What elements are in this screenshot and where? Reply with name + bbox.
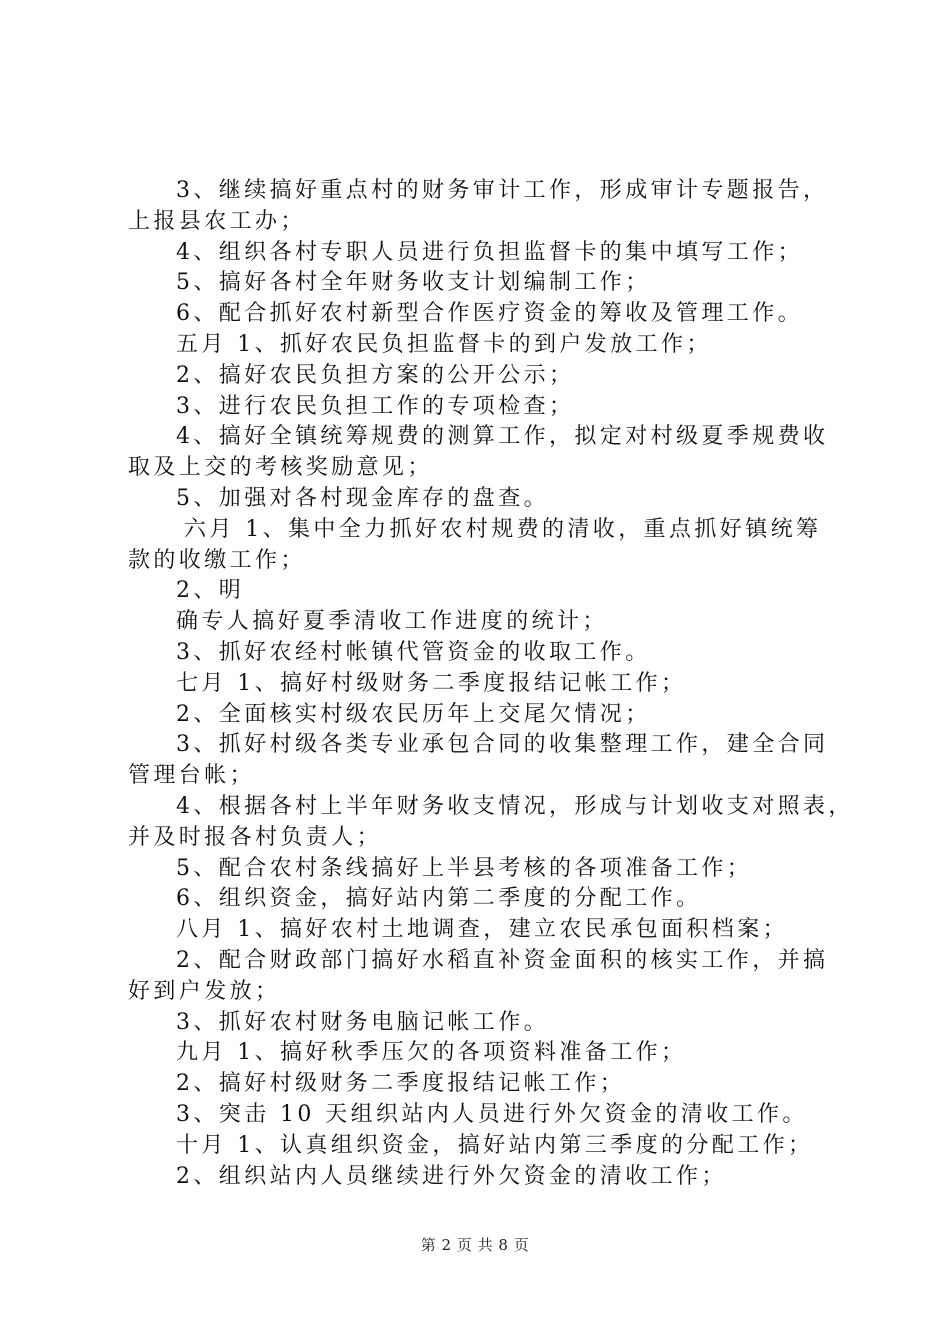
- page-footer: [0, 1234, 950, 1255]
- text-line: 3、抓好农经村帐镇代管资金的收取工作。: [176, 639, 651, 665]
- text-line: 管理台帐；: [128, 763, 256, 789]
- page-number-label: 第 2 页 共 8 页: [420, 1236, 530, 1254]
- text-line: 上报县农工办；: [128, 208, 306, 234]
- text-line: 2、全面核实村级农民历年上交尾欠情况；: [176, 701, 651, 727]
- text-line: 取及上交的考核奖励意见；: [128, 455, 433, 481]
- text-line: 2、配合财政部门搞好水稻直补资金面积的核实工作，并搞: [176, 947, 829, 973]
- text-line: 3、抓好农村财务电脑记帐工作。: [176, 1009, 549, 1035]
- text-line: 确专人搞好夏季清收工作进度的统计；: [176, 609, 608, 635]
- text-line: 并及时报各村负责人；: [128, 824, 383, 850]
- document-body: [128, 176, 854, 1192]
- text-line: 3、抓好村级各类专业承包合同的收集整理工作，建全合同: [176, 732, 829, 758]
- text-line: 6、配合抓好农村新型合作医疗资金的筹收及管理工作。: [176, 301, 803, 327]
- text-line: 八月 1、搞好农村土地调查，建立农民承包面积档案；: [176, 917, 788, 943]
- text-line: 5、配合农村条线搞好上半县考核的各项准备工作；: [176, 855, 753, 881]
- text-line: 好到户发放；: [128, 978, 281, 1004]
- text-line: 2、组织站内人员继续进行外欠资金的清收工作；: [176, 1163, 727, 1189]
- text-line: 2、搞好村级财务二季度报结记帐工作；: [176, 1071, 626, 1097]
- text-line: 六月 1、集中全力抓好农村规费的清收，重点抓好镇统筹: [184, 516, 822, 542]
- text-line: 九月 1、搞好秋季压欠的各项资料准备工作；: [176, 1040, 687, 1066]
- text-line: 3、进行农民负担工作的专项检查；: [176, 393, 575, 419]
- text-line: 2、明: [176, 578, 245, 604]
- text-line: 4、组织各村专职人员进行负担监督卡的集中填写工作；: [176, 239, 803, 265]
- text-line: 五月 1、抓好农民负担监督卡的到户发放工作；: [176, 331, 712, 357]
- text-line: 3、继续搞好重点村的财务审计工作，形成审计专题报告，: [176, 178, 829, 203]
- text-line: 5、搞好各村全年财务收支计划编制工作；: [176, 270, 651, 296]
- text-line: 3、突击 10 天组织站内人员进行外欠资金的清收工作。: [176, 1101, 808, 1127]
- text-line: 款的收缴工作；: [128, 547, 306, 573]
- text-line: 5、加强对各村现金库存的盘查。: [176, 485, 549, 511]
- text-line: 2、搞好农民负担方案的公开公示；: [176, 362, 575, 388]
- text-line: 6、组织资金，搞好站内第二季度的分配工作。: [176, 886, 702, 912]
- text-line: 七月 1、搞好村级财务二季度报结记帐工作；: [176, 670, 687, 696]
- text-line: 十月 1、认真组织资金，搞好站内第三季度的分配工作；: [176, 1132, 814, 1158]
- text-line: 4、根据各村上半年财务收支情况，形成与计划收支对照表，: [176, 793, 854, 819]
- text-line: 4、搞好全镇统筹规费的测算工作，拟定对村级夏季规费收: [176, 424, 829, 450]
